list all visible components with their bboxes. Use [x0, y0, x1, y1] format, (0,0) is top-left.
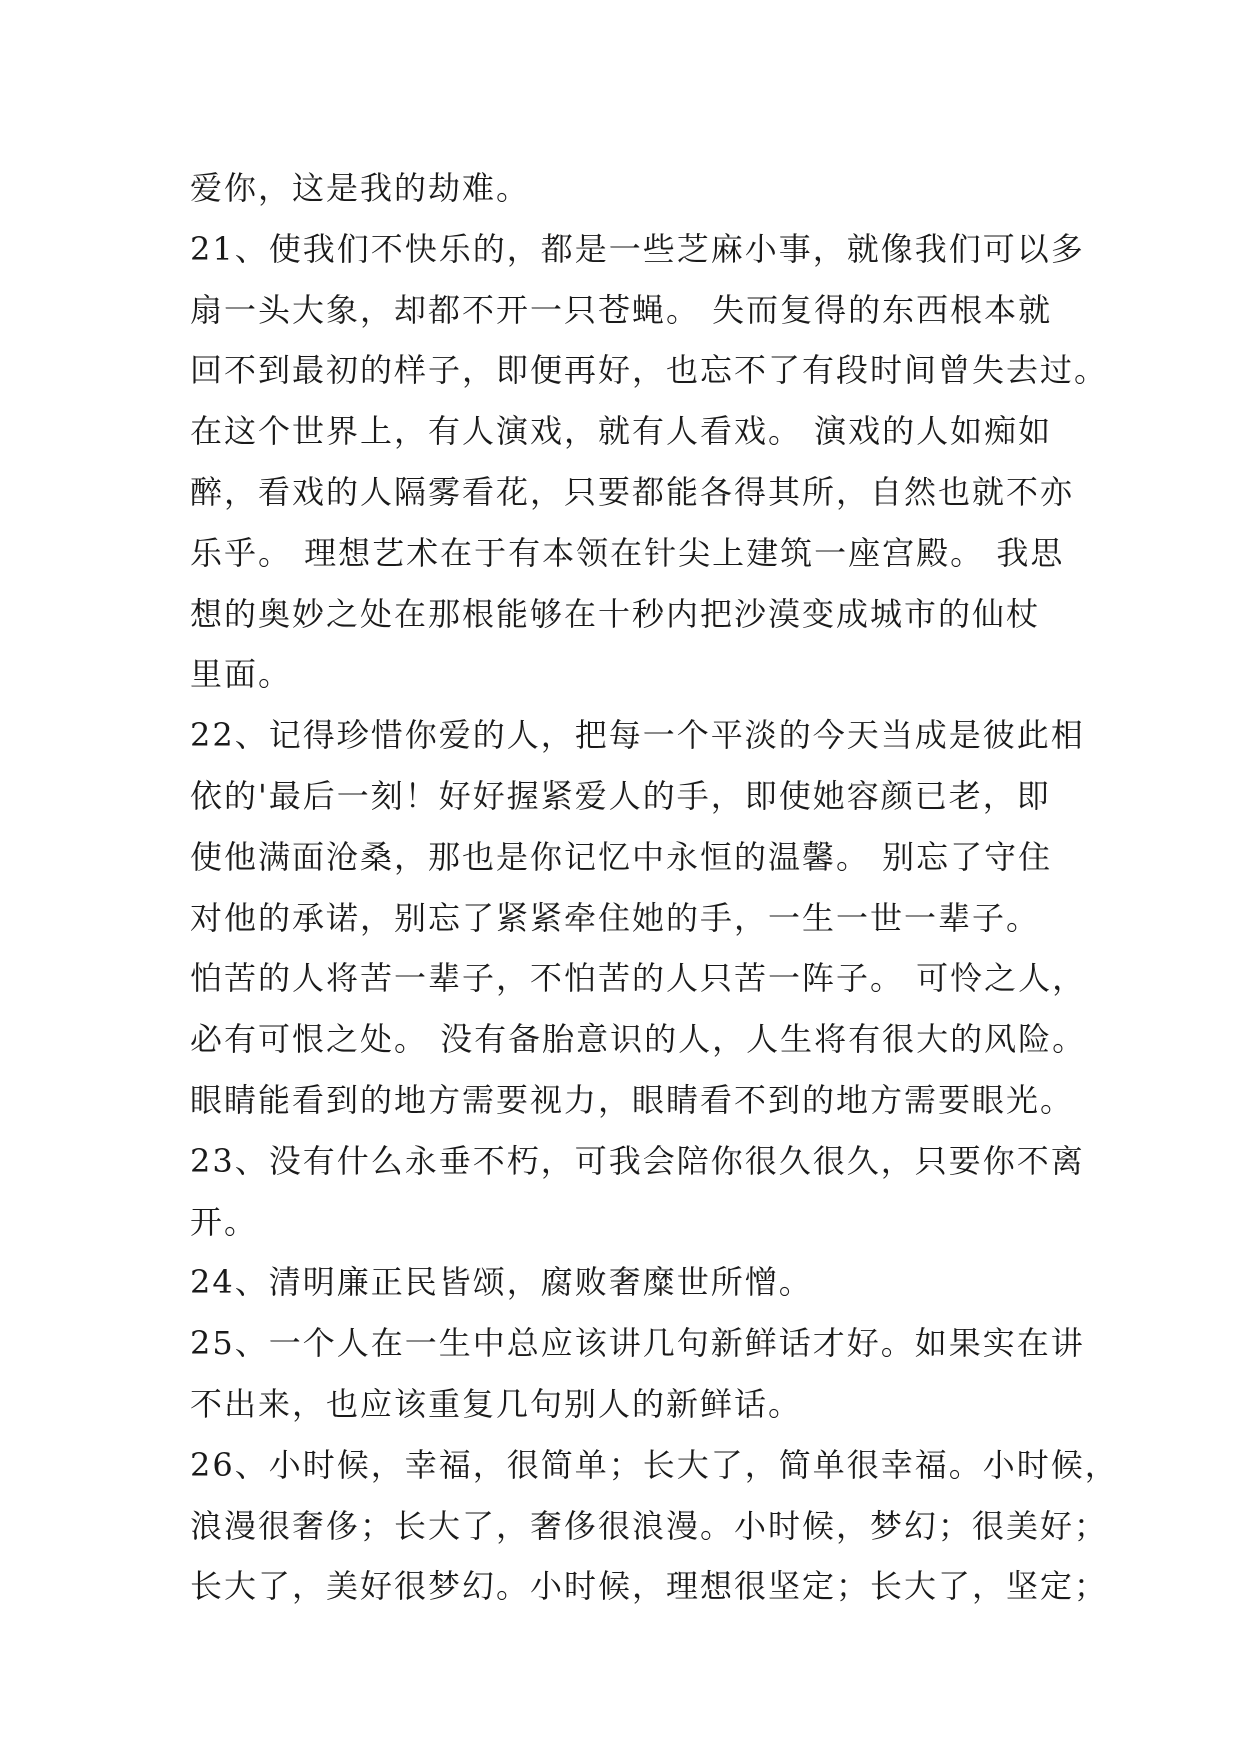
text-line: 开。 — [190, 1202, 259, 1241]
text-line: 23、没有什么永垂不朽，可我会陪你很久很久，只要你不离 — [190, 1141, 1085, 1180]
text-line: 想的奥妙之处在那根能够在十秒内把沙漠变成城市的仙杖 — [190, 594, 1041, 633]
text-line: 浪漫很奢侈；长大了，奢侈很浪漫。小时候，梦幻；很美好； — [190, 1506, 1109, 1545]
text-line: 眼睛能看到的地方需要视力，眼睛看不到的地方需要眼光。 — [190, 1080, 1075, 1119]
text-line: 26、小时候，幸福，很简单；长大了，简单很幸福。小时候， — [190, 1445, 1119, 1484]
text-line: 22、记得珍惜你爱的人，把每一个平淡的今天当成是彼此相 — [190, 716, 1085, 755]
text-line: 回不到最初的样子，即便再好，也忘不了有段时间曾失去过。 — [190, 351, 1109, 390]
text-line: 25、一个人在一生中总应该讲几句新鲜话才好。如果实在讲 — [190, 1324, 1085, 1363]
text-line: 24、清明廉正民皆颂，腐败奢糜世所憎。 — [190, 1263, 813, 1302]
text-line: 必有可恨之处。 没有备胎意识的人，人生将有很大的风险。 — [190, 1020, 1087, 1059]
body-text — [190, 158, 1119, 1617]
text-line: 醉，看戏的人隔雾看花，只要都能各得其所，自然也就不亦 — [190, 472, 1075, 511]
text-line: 对他的承诺，别忘了紧紧牵住她的手，一生一世一辈子。 — [190, 898, 1041, 937]
text-line: 不出来，也应该重复几句别人的新鲜话。 — [190, 1384, 803, 1423]
text-line: 扇一头大象，却都不开一只苍蝇。 失而复得的东西根本就 — [190, 290, 1053, 329]
text-line: 怕苦的人将苦一辈子，不怕苦的人只苦一阵子。 可怜之人， — [190, 959, 1087, 998]
text-line: 在这个世界上，有人演戏，就有人看戏。 演戏的人如痴如 — [190, 412, 1053, 451]
text-line: 爱你，这是我的劫难。 — [190, 169, 531, 207]
text-line: 里面。 — [190, 655, 293, 694]
text-line: 依的'最后一刻！好好握紧爱人的手，即使她容颜已老，即 — [190, 776, 1051, 815]
text-line: 21、使我们不快乐的，都是一些芝麻小事，就像我们可以多 — [190, 229, 1085, 268]
text-line: 长大了，美好很梦幻。小时候，理想很坚定；长大了，坚定； — [190, 1567, 1109, 1606]
text-line: 使他满面沧桑，那也是你记忆中永恒的温馨。 别忘了守住 — [190, 837, 1053, 876]
text-line: 乐乎。 理想艺术在于有本领在针尖上建筑一座宫殿。 我思 — [190, 533, 1065, 572]
